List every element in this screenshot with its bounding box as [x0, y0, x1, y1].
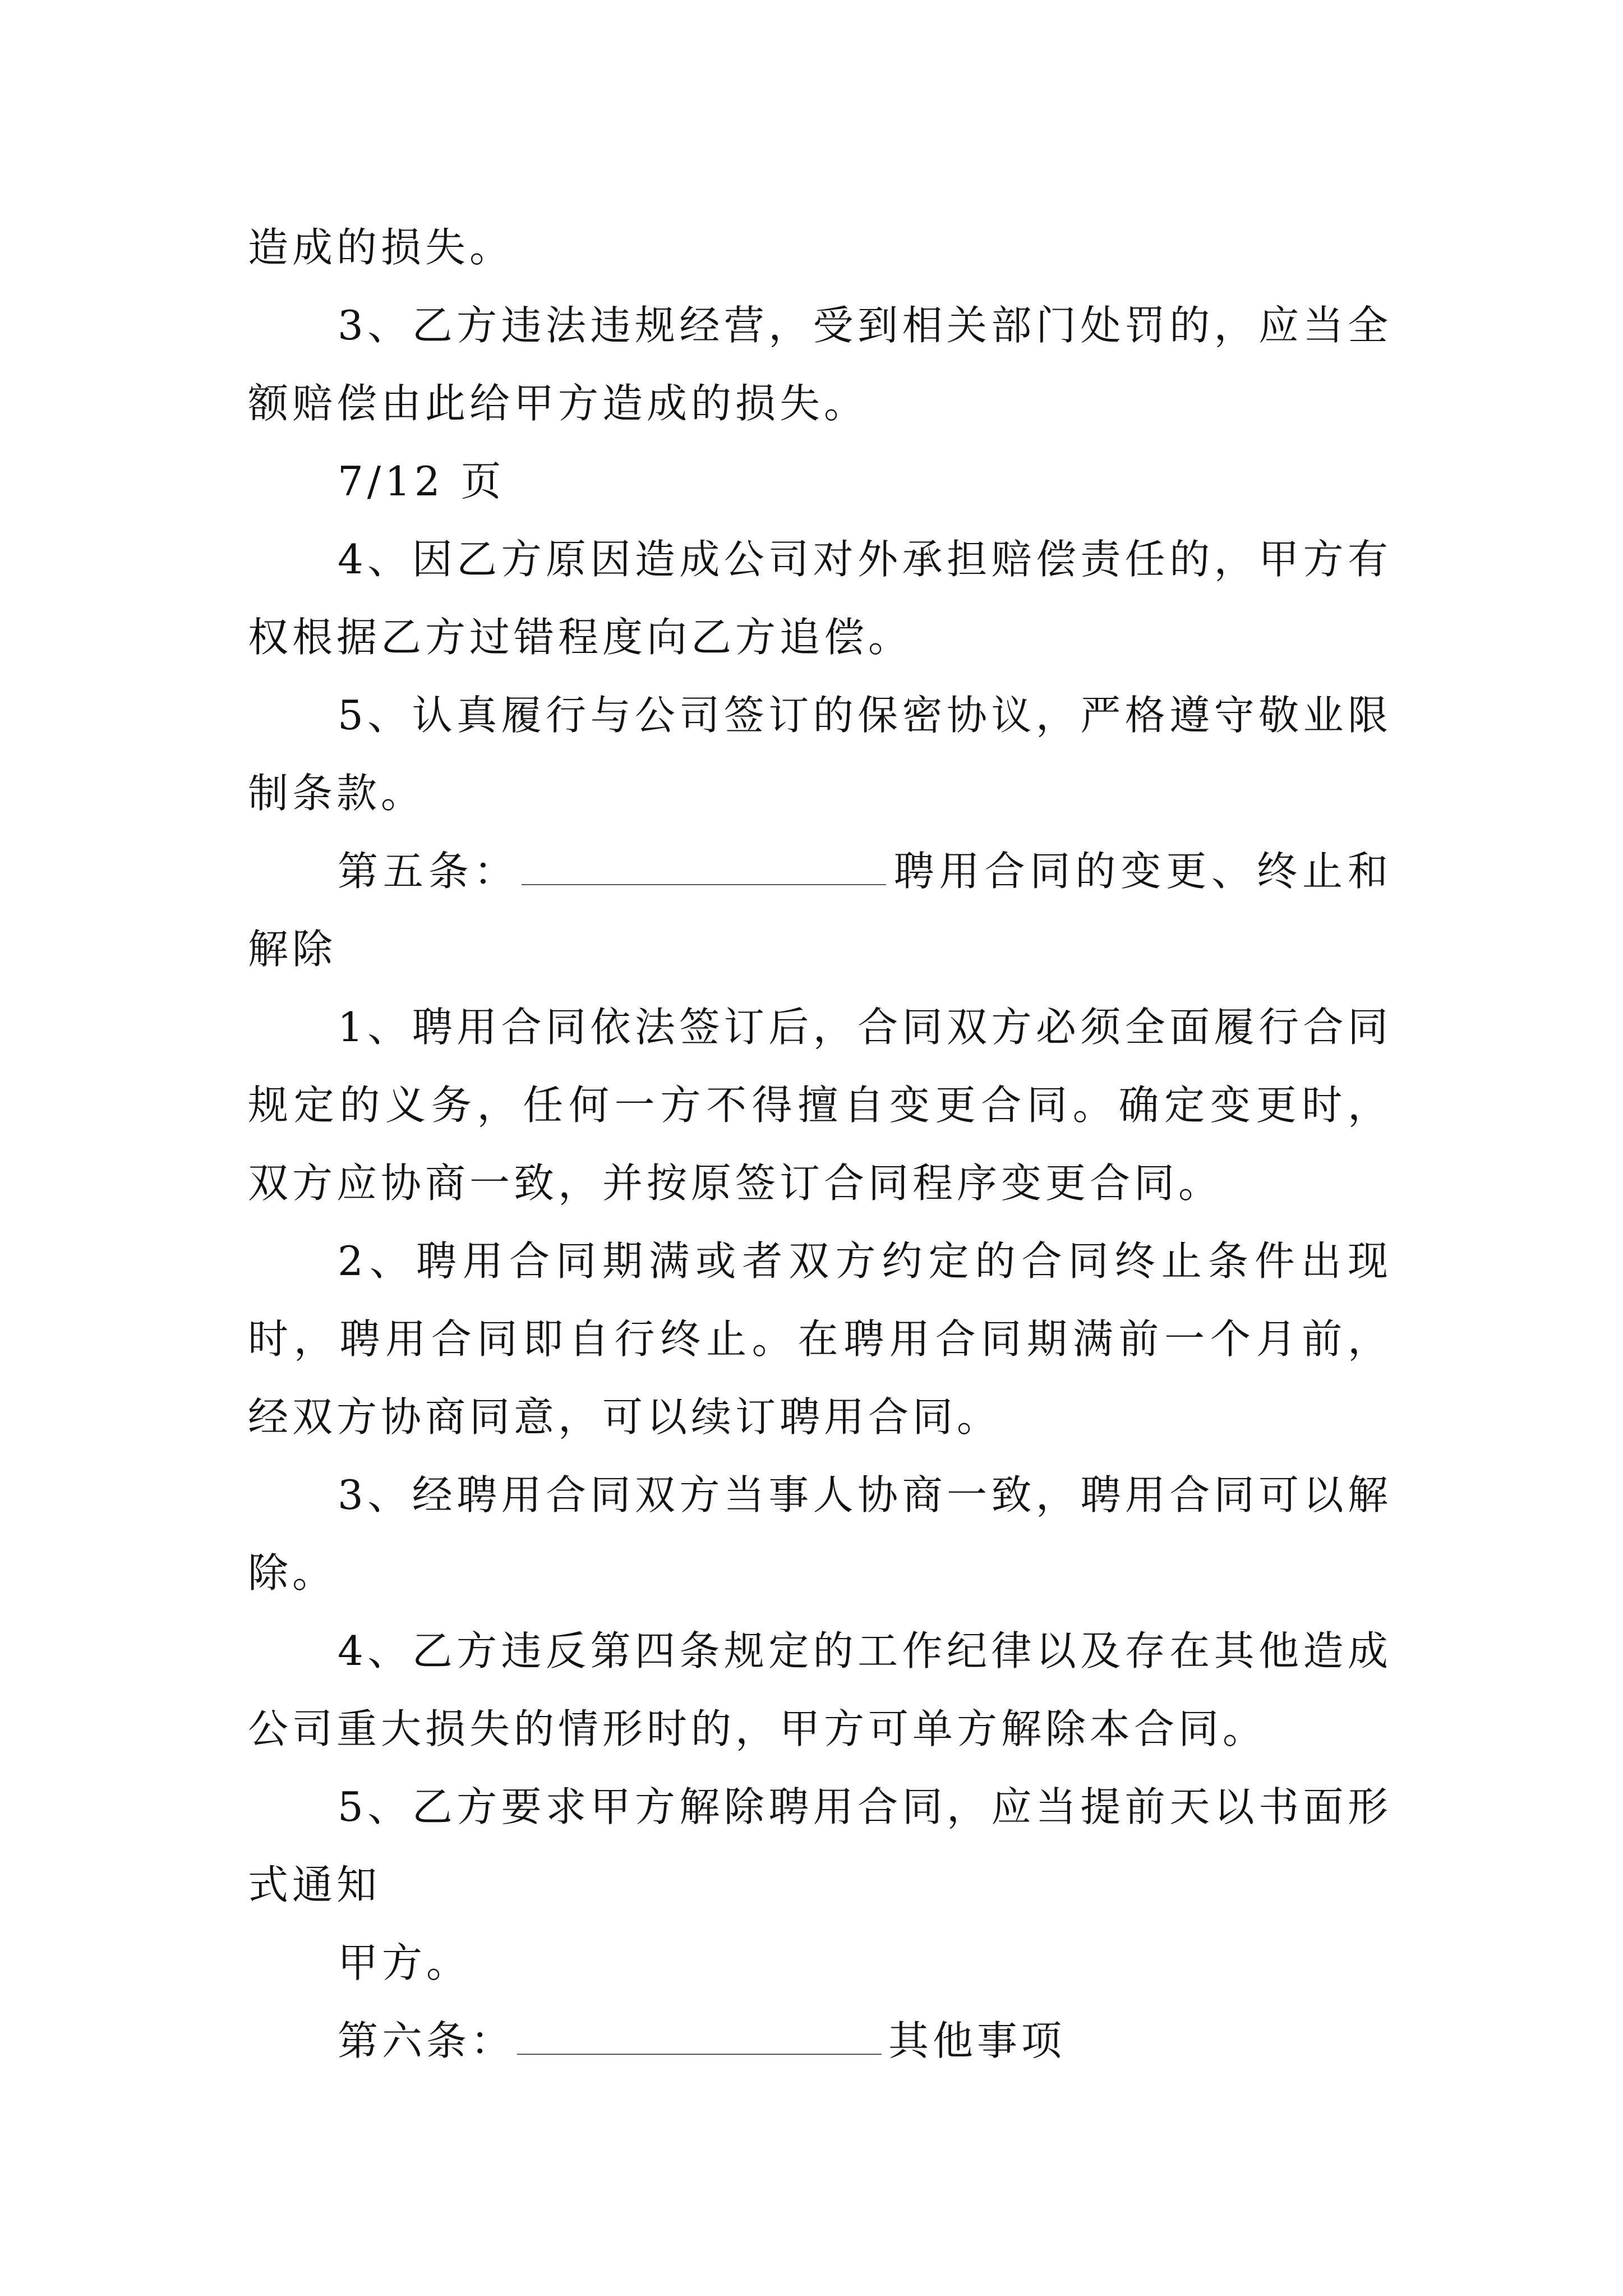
- paragraph-clause-4-5: 5、认真履行与公司签订的保密协议，严格遵守敬业限制条款。: [248, 692, 1392, 817]
- paragraph-clause-5-1: 1、聘用合同依法签订后，合同双方必须全面履行合同规定的义务，任何一方不得擅自变更合同。确定变更时，双方应协商一致，并按原签订合同程序变更合同。: [248, 1004, 1392, 1207]
- article-5-heading: [248, 832, 1392, 988]
- article-6-blank-line: [517, 2024, 882, 2055]
- article-6-prefix: 第六条：: [338, 2017, 515, 2064]
- article-5-blank-line: [522, 855, 886, 885]
- article-6-heading: [248, 2002, 1392, 2080]
- paragraph-clause-5-3: 3、经聘用合同双方当事人协商一致，聘用合同可以解除。: [248, 1471, 1392, 1596]
- page-number: 7/12 页: [338, 458, 505, 505]
- paragraph-clause-5-5: 5、乙方要求甲方解除聘用合同，应当提前天以书面形式通知: [248, 1783, 1392, 1908]
- article-5-title: 聘用合同的变更、终止和解除: [248, 848, 1392, 973]
- paragraph-continuation: 造成的损失。: [248, 224, 514, 271]
- paragraph-clause-4-4: 4、因乙方原因造成公司对外承担赔偿责任的，甲方有权根据乙方过错程度向乙方追偿。: [248, 536, 1392, 661]
- document-body: [248, 209, 1392, 2080]
- paragraph-clause-5-4: 4、乙方违反第四条规定的工作纪律以及存在其他造成公司重大损失的情形时的，甲方可单方解除本合同。: [248, 1627, 1392, 1752]
- paragraph-clause-5-5-cont: 甲方。: [338, 1939, 471, 1986]
- paragraph-clause-4-3: 3、乙方违法违规经营，受到相关部门处罚的，应当全额赔偿由此给甲方造成的损失。: [248, 302, 1392, 427]
- article-6-title: 其他事项: [888, 2017, 1066, 2064]
- article-5-prefix: 第五条：: [338, 848, 519, 895]
- paragraph-clause-5-2: 2、聘用合同期满或者双方约定的合同终止条件出现时，聘用合同即自行终止。在聘用合同期满前一个月前，经双方协商同意，可以续订聘用合同。: [248, 1237, 1392, 1441]
